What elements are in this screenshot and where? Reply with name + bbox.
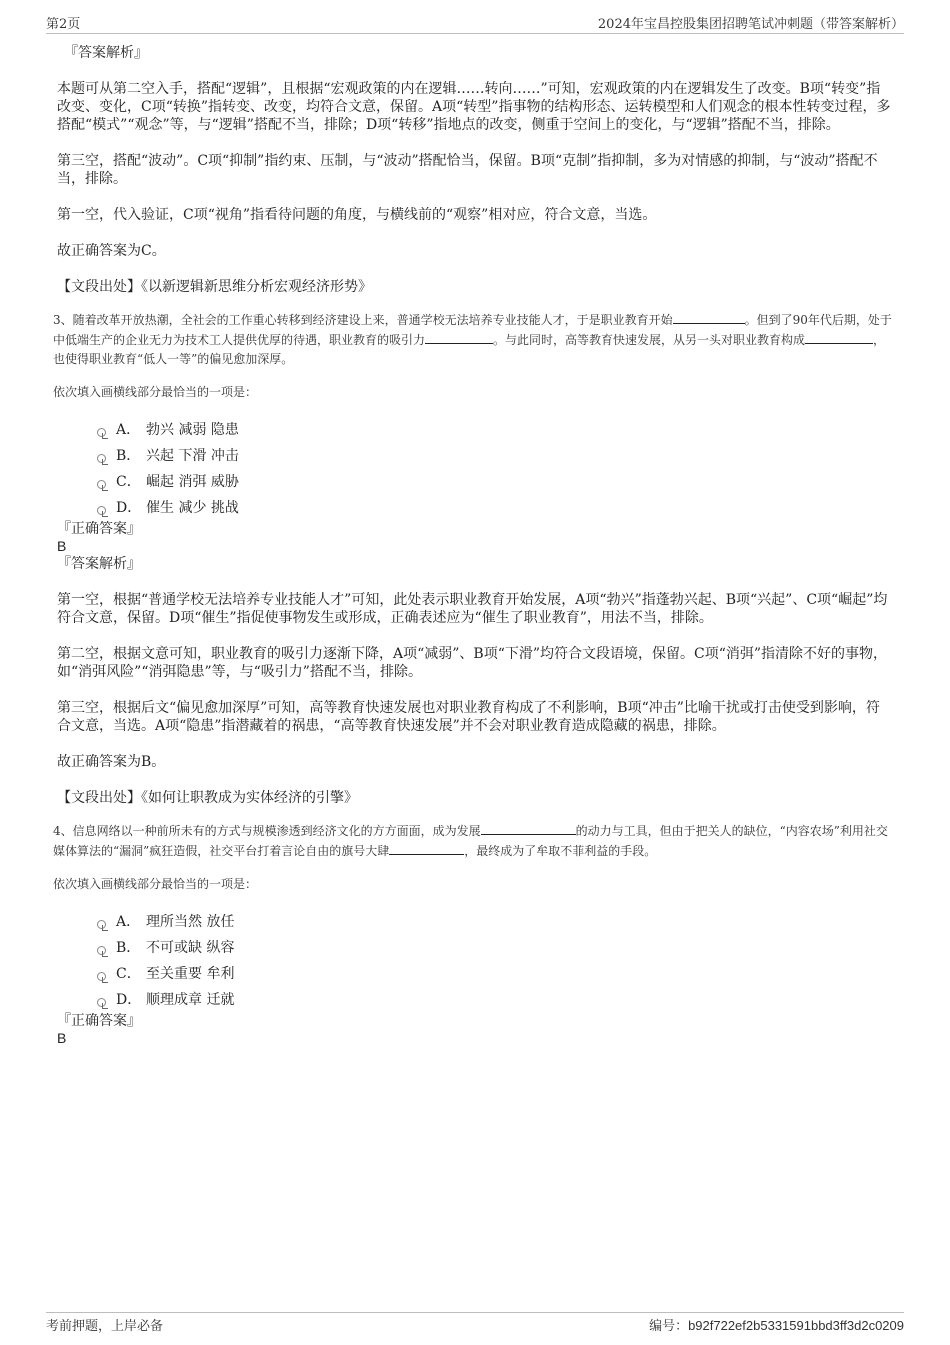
footer-slogan: 考前押题，上岸必备 bbox=[46, 1318, 164, 1334]
q3-conclusion: 故正确答案为B。 bbox=[57, 754, 166, 770]
q3-analysis-para-1: 第一空，根据“普通学校无法培养专业技能人才”可知，此处表示职业教育开始发展，A项“勃兴”指蓬勃兴起、B项“兴起”、C项“崛起”均符合文意，保留。D项“催生”指促使事物发生或形成，正确表述应为“催生了职业教育”，用法不当，排除。 bbox=[57, 592, 888, 626]
q3-answer: B bbox=[57, 538, 67, 554]
q4-option-c[interactable]: C． 至关重要 牟利 bbox=[97, 960, 893, 986]
q4-option-d[interactable]: D． 顺理成章 迁就 bbox=[97, 986, 893, 1012]
radio-icon[interactable] bbox=[97, 506, 106, 515]
radio-icon[interactable] bbox=[97, 946, 106, 955]
q4-answer-label: 『正确答案』 bbox=[57, 1013, 141, 1029]
q3-answer-label: 『正确答案』 bbox=[57, 521, 141, 537]
q3-option-d[interactable]: D． 催生 减少 挑战 bbox=[97, 494, 893, 520]
q3-blank-1 bbox=[673, 310, 745, 324]
page-header bbox=[46, 13, 904, 34]
q3-instruction: 依次填入画横线部分最恰当的一项是： bbox=[53, 385, 258, 399]
q3-blank-3 bbox=[805, 330, 873, 344]
q4-stem: 4、信息网络以一种前所未有的方式与规模渗透到经济文化的方方面面，成为发展 的动力与工具，但由于把关人的缺位，“内容农场”利用社交媒体算法的“漏洞”疯狂造假，社交平台打着言论自由的旗号大肆 ，最终成为了牟取不菲利益的手段。 bbox=[53, 821, 893, 861]
q4-instruction: 依次填入画横线部分最恰当的一项是： bbox=[53, 877, 258, 891]
q3-stem: 3、随着改革开放热潮，全社会的工作重心转移到经济建设上来，普通学校无法培养专业技能人才，于是职业教育开始 。但到了90年代后期，处于中低端生产的企业无力为技术工人提供优厚的待遇，职业教育的吸引力 。与此同时，高等教育快速发展，从另一头对职业教育构成 ，也使得职业教育“低人一等”的偏见愈加深厚。 bbox=[53, 310, 893, 369]
q2-source: 【文段出处】《以新逻辑新思维分析宏观经济形势》 bbox=[57, 279, 372, 295]
q3-analysis-para-2: 第二空，根据文意可知，职业教育的吸引力逐渐下降，A项“减弱”、B项“下滑”均符合文段语境，保留。C项“消弭”指清除不好的事物，如“消弭风险”“消弭隐患”等，与“吸引力”搭配不当，排除。 bbox=[57, 646, 888, 680]
q3-analysis-para-3: 第三空，根据后文“偏见愈加深厚”可知，高等教育快速发展也对职业教育构成了不利影响，B项“冲击”比喻干扰或打击使受到影响，符合文意，当选。A项“隐患”指潜藏着的祸患，“高等教育快速发展”并不会对职业教育造成隐藏的祸患，排除。 bbox=[57, 700, 880, 734]
q3-analysis-label: 『答案解析』 bbox=[57, 556, 141, 572]
radio-icon[interactable] bbox=[97, 454, 106, 463]
q4-blank-2 bbox=[389, 841, 464, 855]
q2-conclusion: 故正确答案为C。 bbox=[57, 243, 166, 259]
page-footer bbox=[46, 1312, 904, 1335]
document-id: 编号：b92f722ef2b5331591bbd3ff3d2c0209 bbox=[649, 1317, 904, 1333]
q3-options bbox=[57, 416, 893, 520]
q2-analysis-para-3: 第一空，代入验证，C项“视角”指看待问题的角度，与横线前的“观察”相对应，符合文意，当选。 bbox=[57, 207, 657, 223]
q3-option-b[interactable]: B． 兴起 下滑 冲击 bbox=[97, 442, 893, 468]
q3-source: 【文段出处】《如何让职教成为实体经济的引擎》 bbox=[57, 790, 358, 806]
radio-icon[interactable] bbox=[97, 920, 106, 929]
q2-analysis-para-2: 第三空，搭配“波动”。C项“抑制”指约束、压制，与“波动”搭配恰当，保留。B项“克制”指抑制，多为对情感的抑制，与“波动”搭配不当，排除。 bbox=[57, 153, 878, 187]
radio-icon[interactable] bbox=[97, 480, 106, 489]
q3-option-c[interactable]: C． 崛起 消弭 威胁 bbox=[97, 468, 893, 494]
radio-icon[interactable] bbox=[97, 972, 106, 981]
q4-options bbox=[57, 908, 893, 1012]
q3-blank-2 bbox=[425, 330, 493, 344]
q4-answer: B bbox=[57, 1030, 67, 1046]
q4-blank-1 bbox=[481, 821, 576, 835]
q4-option-b[interactable]: B． 不可或缺 纵容 bbox=[97, 934, 893, 960]
q3-option-a[interactable]: A． 勃兴 减弱 隐患 bbox=[97, 416, 893, 442]
q2-analysis-label: 『答案解析』 bbox=[64, 45, 148, 61]
page-number: 第2页 bbox=[46, 17, 81, 32]
q2-analysis-para-1: 本题可从第二空入手，搭配“逻辑”，且根据“宏观政策的内在逻辑……转向……”可知，宏观政策的内在逻辑发生了改变。B项“转变”指改变、变化，C项“转换”指转变、改变，均符合文意，保留。A项“转型”指事物的结构形态、运转模型和人们观念的根本性转变过程，多搭配“模式”“观念”等，与“逻辑”搭配不当，排除；D项“转移”指地点的改变，侧重于空间上的变化，与“逻辑”搭配不当，排除。 bbox=[57, 81, 891, 133]
q4-option-a[interactable]: A． 理所当然 放任 bbox=[97, 908, 893, 934]
radio-icon[interactable] bbox=[97, 428, 106, 437]
main-content bbox=[53, 44, 893, 1047]
radio-icon[interactable] bbox=[97, 998, 106, 1007]
document-title: 2024年宝昌控股集团招聘笔试冲刺题（带答案解析） bbox=[597, 17, 904, 32]
